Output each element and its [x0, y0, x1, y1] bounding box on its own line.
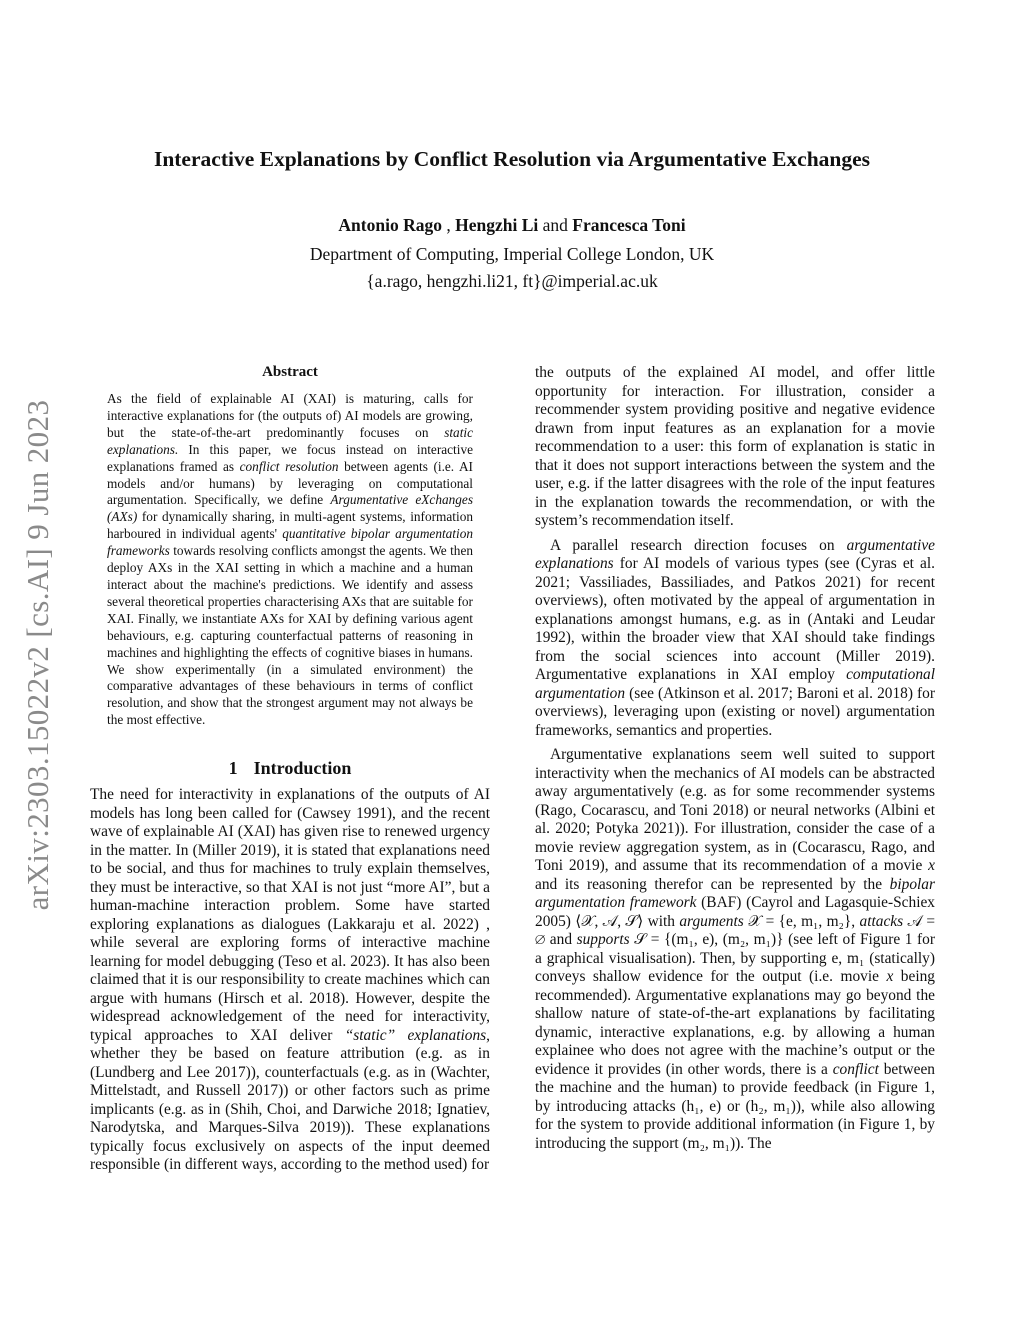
abstract-text: As the field of explainable AI (XAI) is maturing, calls for interactive explanations for (the outputs of) AI models are growing, but the state-of-the-art predominantly focuses on static explanations. In this paper, we focus instead on interactive explanations framed as conflict resolution between agents (i.e. AI models and/or humans) by leveraging on computational argumentation. Specifically, we define Argumentative eXchanges (AXs) for dynamically sharing, in multi-agent systems, information harboured in individual agents' quantitative bipolar argumentation frameworks towards resolving conflicts amongst the agents. We then deploy AXs in the XAI setting in which a machine and a human interact about the machine's predictions. We identify and assess several theoretical properties characterising AXs that are suitable for XAI. Finally, we instantiate AXs for XAI by defining various agent behaviours, e.g. capturing counterfactual patterns of reasoning in machines and highlighting the effects of cognitive biases in humans. We show experimentally (in a simulated environment) the comparative advantages of these behaviours in terms of conflict resolution, and show that the strongest argument may not always be the most effective.: [107, 391, 473, 728]
arxiv-identifier: arXiv:2303.15022v2 [cs.AI] 9 Jun 2023: [20, 399, 55, 911]
author-name: Hengzhi Li: [455, 215, 539, 235]
left-column: [90, 362, 490, 1175]
section-heading-introduction: [90, 756, 490, 780]
abstract-heading: Abstract: [262, 364, 318, 380]
author-separator: ,: [441, 215, 456, 235]
intro-paragraph-1: The need for interactivity in explanations of the outputs of AI models has long been called for (Cawsey 1991), and the recent wave of explainable AI (XAI) has given rise to renewed urgency in the matter. In (Miller 2019), it is stated that explanations need to be social, and thus for machines to truly explain themselves, they must be interactive, so that XAI is not just “more AI”, but a human-machine interaction problem. Some have started exploring explanations as dialogues (Lakkaraju et al. 2022) , while several are exploring forms of interactive machine learning for model debugging (Teso et al. 2023). It has also been claimed that it is our responsibility to create machines which can argue with humans (Hirsch et al. 2018). However, despite the widespread acknowledgement of the need for interactivity, typical approaches to XAI deliver “static” explanations, whether they be based on feature attribution (e.g. as in (Lundberg and Lee 2017)), counterfactuals (e.g. as in (Wachter, Mittelstadt, and Russell 2017)) or other factors such as prime implicants (e.g. as in (Shih, Choi, and Darwiche 2018; Ignatiev, Narodytska, and Marques-Silva 2019)). These explanations typically focus exclusively on aspects of the input deemed responsible (in different ways, according to the method used) for: [90, 786, 491, 1174]
section-title: Introduction: [253, 758, 352, 779]
author-name: Francesca Toni: [572, 215, 686, 235]
author-separator: and: [538, 215, 573, 235]
arxiv-stamp: [10, 375, 66, 935]
author-list: [60, 211, 964, 239]
intro-paragraph-3: Argumentative explanations seem well suited to support interactivity when the mechanics of AI models can be abstracted away argumentatively (e.g. as for some recommender systems (Rago, Cocarascu, and Toni 2018) or neural networks (Albini et al. 2020; Potyka 2021)). For illustration, consider the case of a movie review aggregation system, as in (Cocarascu, Rago, and Toni 2019), and assume that its recommendation of a movie x and its reasoning therefor can be represented by the bipolar argumentation framework (BAF) (Cayrol and Lagasquie-Schiex 2005) ⟨𝒳, 𝒜, 𝒮⟩ with arguments 𝒳 = {e, m₁, m₂}, attacks 𝒜 = ∅ and supports 𝒮 = {(m₁, e), (m₂, m₁)} (see left of Figure 1 for a graphical visualisation). Then, by supporting e, m₁ (statically) conveys shallow evidence for the output (i.e. movie x being recommended). Argumentative explanations may go beyond the shallow nature of state-of-the-art explanations by facilitating dynamic, interactive explanations, e.g. by allowing a human explainee who does not agree with the machine’s output or the evidence it provides (in other words, there is a conflict between the machine and the human) to provide feedback (in Figure 1, by introducing attacks (h₁, e) or (h₂, m₁)), while also allowing for the system to provide additional information (in Figure 1, by introducing the support (m₂, m₁)). The: [535, 746, 936, 1152]
paper-title: Interactive Explanations by Conflict Resolution via Argumentative Exchanges: [153, 147, 871, 171]
author-name: Antonio Rago: [338, 215, 442, 235]
section-number: 1: [228, 758, 238, 779]
author-emails: {a.rago, hengzhi.li21, ft}@imperial.ac.uk: [366, 271, 658, 291]
affiliation: Department of Computing, Imperial College London, UK: [309, 244, 715, 264]
intro-paragraph-1-continued: the outputs of the explained AI model, and offer little opportunity for interaction. For illustration, consider a recommender system providing positive and negative evidence drawn from input features as an explanation for a movie recommendation to a user: this form of explanation is static in that it does not support interactions between the system and the user, e.g. if the latter disagrees with the role of the input features in the explanation towards the recommendation, or with the system’s recommendation itself.: [535, 364, 935, 529]
right-column: [535, 364, 935, 1153]
intro-paragraph-2: A parallel research direction focuses on argumentative explanations for AI models of various types (see (Cyras et al. 2021; Vassiliades, Bassiliades, and Patkos 2021) for recent overviews), often motivated by the appeal of argumentation in explanations amongst humans, e.g. as in (Antaki and Leudar 1992), within the broader view that XAI should take findings from the social sciences into account (Miller 2019). Argumentative explanations in XAI employ computational argumentation (see (Atkinson et al. 2017; Baroni et al. 2018) for overviews), leveraging upon (existing or novel) argumentation frameworks, semantics and properties.: [535, 536, 935, 739]
